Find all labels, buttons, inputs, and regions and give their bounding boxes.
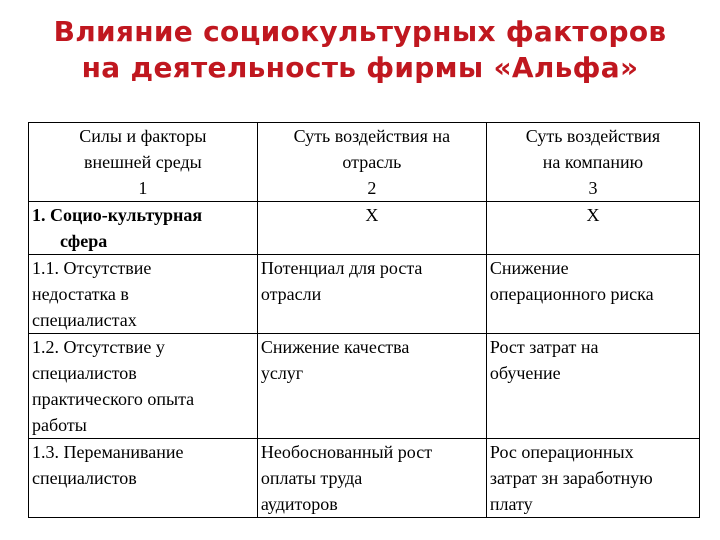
title-line-2: на деятельность фирмы «Альфа»: [81, 51, 639, 84]
header-row: [29, 123, 700, 202]
section-label: 1. Социо-культурная сфера: [29, 202, 258, 255]
table-row: [29, 439, 700, 518]
company-effect-cell: Рост затрат на обучение: [486, 334, 699, 439]
table-row: [29, 255, 700, 334]
col-number-3: 3: [588, 178, 598, 198]
factors-table: [28, 122, 700, 518]
slide-title: [0, 14, 720, 86]
section-row: [29, 202, 700, 255]
factor-cell: 1.3. Переманивание специалистов: [29, 439, 258, 518]
industry-effect-cell: Снижение качества услуг: [257, 334, 486, 439]
industry-effect-cell: Необоснованный рост оплаты труда аудиторов: [257, 439, 486, 518]
table-row: [29, 334, 700, 439]
company-effect-cell: Рос операционных затрат зн заработную плату: [486, 439, 699, 518]
section-industry-cell: Х: [257, 202, 486, 255]
title-line-1: Влияние социокультурных факторов: [53, 15, 667, 48]
header-cell-factors: Силы и факторы внешней среды 1: [29, 123, 258, 202]
factor-cell: 1.1. Отсутствие недостатка в специалистах: [29, 255, 258, 334]
factor-cell: 1.2. Отсутствие у специалистов практического опыта работы: [29, 334, 258, 439]
header-cell-industry: Суть воздействия на отрасль 2: [257, 123, 486, 202]
col-number-1: 1: [138, 178, 148, 198]
company-effect-cell: Снижение операционного риска: [486, 255, 699, 334]
section-company-cell: Х: [486, 202, 699, 255]
header-cell-company: Суть воздействия на компанию 3: [486, 123, 699, 202]
industry-effect-cell: Потенциал для роста отрасли: [257, 255, 486, 334]
col-number-2: 2: [367, 178, 377, 198]
